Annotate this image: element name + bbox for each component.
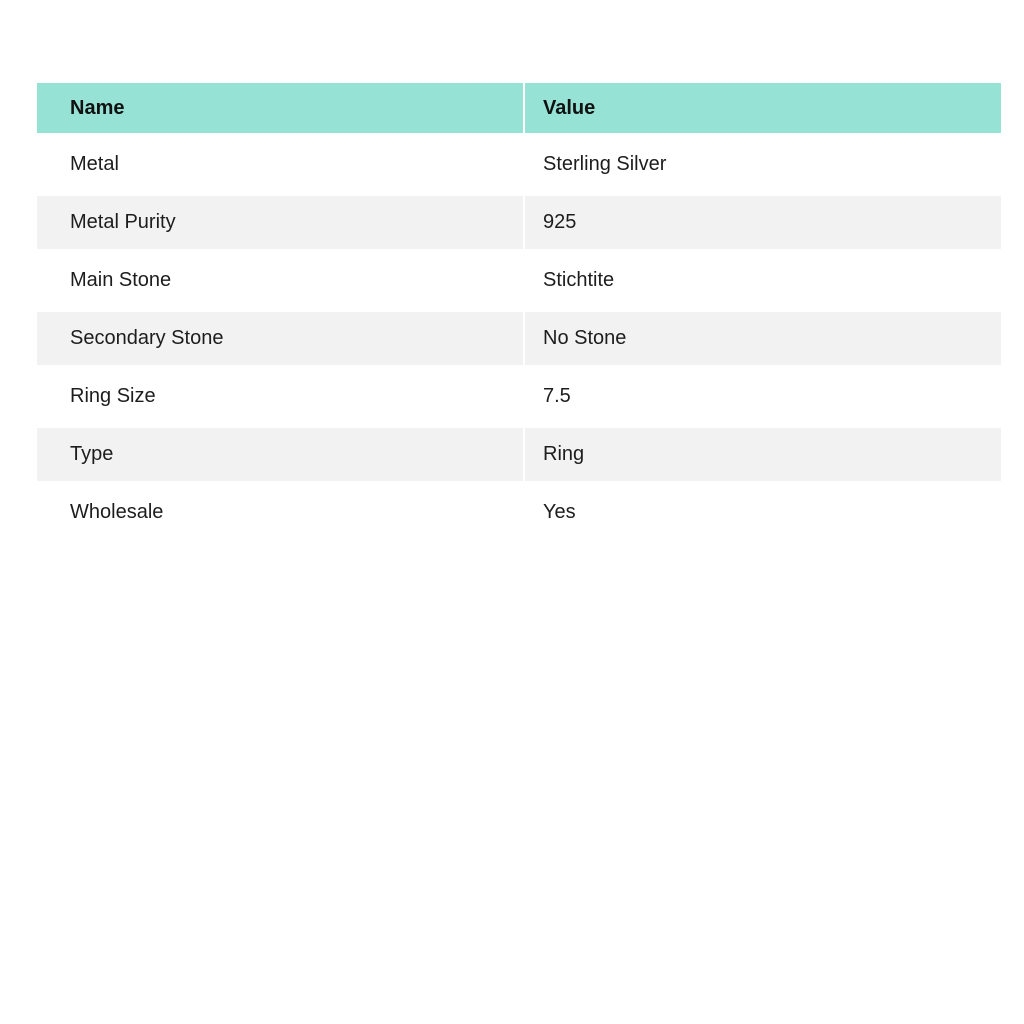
table-row-ring-size xyxy=(37,365,1001,423)
attribute-value-cell: Sterling Silver xyxy=(523,133,1001,191)
table-body xyxy=(37,133,1001,539)
column-header-name: Name xyxy=(37,83,523,133)
attribute-value-cell: Stichtite xyxy=(523,249,1001,307)
attribute-name-cell: Type xyxy=(37,423,523,481)
table-row-wholesale xyxy=(37,481,1001,539)
attribute-name-cell: Metal Purity xyxy=(37,191,523,249)
table-header xyxy=(37,83,1001,133)
column-header-value: Value xyxy=(523,83,1001,133)
attribute-value-cell: 925 xyxy=(523,191,1001,249)
table-row-secondary-stone xyxy=(37,307,1001,365)
table-row-metal xyxy=(37,133,1001,191)
attribute-name-cell: Secondary Stone xyxy=(37,307,523,365)
attribute-name-cell: Ring Size xyxy=(37,365,523,423)
attribute-value-cell: 7.5 xyxy=(523,365,1001,423)
attribute-value-cell: No Stone xyxy=(523,307,1001,365)
product-attributes-table xyxy=(37,83,1001,539)
attribute-name-cell: Wholesale xyxy=(37,481,523,539)
table-row-type xyxy=(37,423,1001,481)
header-row xyxy=(37,83,1001,133)
attribute-name-cell: Metal xyxy=(37,133,523,191)
attribute-value-cell: Yes xyxy=(523,481,1001,539)
attribute-name-cell: Main Stone xyxy=(37,249,523,307)
table-row-main-stone xyxy=(37,249,1001,307)
table-row-metal-purity xyxy=(37,191,1001,249)
attribute-value-cell: Ring xyxy=(523,423,1001,481)
